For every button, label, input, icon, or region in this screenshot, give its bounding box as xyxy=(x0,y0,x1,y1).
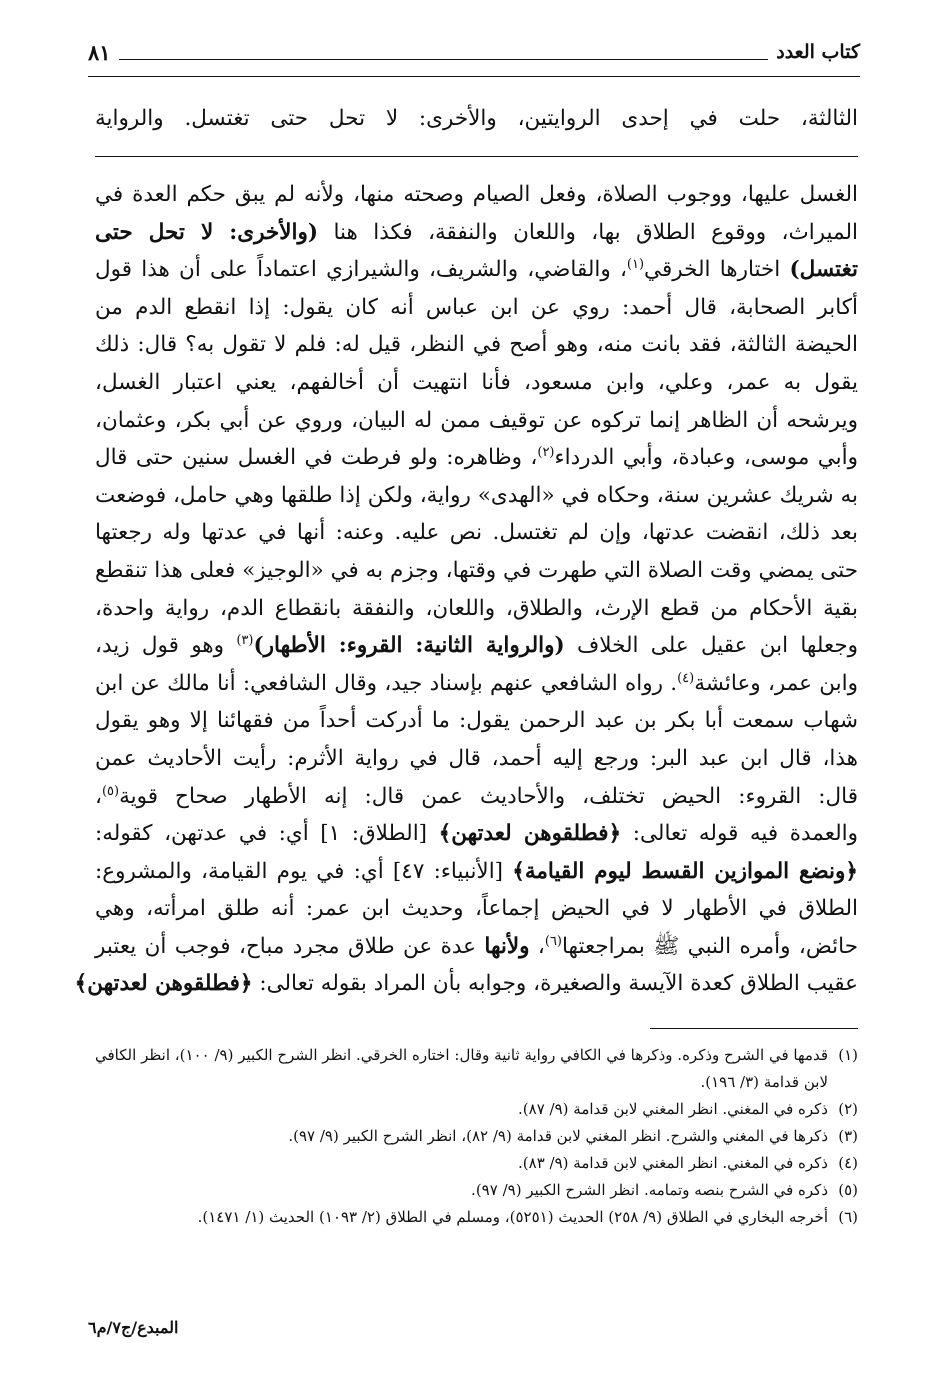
text-segment: ، xyxy=(95,783,102,809)
text-line xyxy=(95,928,858,966)
text-segment: ، وظاهره: ولو فرطت في الغسل سنين حتى قال xyxy=(95,445,538,471)
text-line xyxy=(95,214,858,252)
text-segment: ويرشحه أن الظاهر إنما تركوه عن توقيف ممن له البيان، وروي عن أبي بكر، وعثمان، xyxy=(95,407,858,433)
footnotes xyxy=(95,1042,858,1231)
text-line xyxy=(74,965,858,1003)
text-line xyxy=(95,590,858,628)
text-line xyxy=(95,402,858,440)
footnote-ref[interactable]: (١) xyxy=(626,257,645,273)
text-line xyxy=(95,740,858,778)
matn-divider xyxy=(95,156,858,157)
text-line xyxy=(95,326,858,364)
matn-text xyxy=(95,100,858,138)
footnote-item xyxy=(95,1204,858,1231)
text-segment: به شريك عشرين سنة، وحكاه في «الهدى» رواية، ولكن إذا طلقها وهي حامل، فوضعت xyxy=(95,482,858,508)
text-line xyxy=(95,100,858,138)
text-line xyxy=(95,627,858,665)
header-line xyxy=(119,45,769,60)
text-segment: . رواه الشافعي عنهم بإسناد جيد، وقال الشافعي: أنا مالك عن ابن xyxy=(95,670,678,696)
text-segment: هذا، قال ابن عبد البر: ورجع إليه أحمد، قال في رواية الأثرم: رأيت الأحاديث عمن xyxy=(95,745,858,771)
running-header xyxy=(88,36,860,68)
footnote-text: ذكرها في المغني والشرح. انظر المغني لابن قدامة (٩/ ٨٢)، انظر الشرح الكبير (٩/ ٩٧). xyxy=(288,1127,828,1145)
text-line xyxy=(95,778,858,816)
text-line xyxy=(95,552,858,590)
text-segment: اختارها الخرقي xyxy=(644,257,790,283)
text-segment: وجعلها ابن عقيل على الخلاف xyxy=(564,633,858,659)
text-segment: عدة عن طلاق مجرد مباح، فوجب أن يعتبر xyxy=(95,933,485,959)
bold-text: (والأخرى: لا تحل حتى xyxy=(95,219,319,245)
text-line xyxy=(95,477,858,515)
footnote-number: (٤) xyxy=(838,1154,858,1172)
footnote-ref[interactable]: (٣) xyxy=(236,632,254,648)
footnote-text: ذكره في الشرح بنصه وتمامه. انظر الشرح الكبير (٩/ ٩٧). xyxy=(471,1181,828,1199)
bold-text: ﴿فطلقوهن لعدتهن﴾ xyxy=(438,821,622,847)
footnote-ref[interactable]: (٤) xyxy=(677,670,695,686)
text-line xyxy=(95,815,858,853)
bold-text: ﴿ونضع الموازين القسط ليوم القيامة﴾ xyxy=(512,858,858,884)
bold-text: ولأنها xyxy=(484,933,530,959)
text-segment: بقية الأحكام من قطع الإرث، والطلاق، واللعان، والنفقة بانقطاع الدم، رواية واحدة، xyxy=(95,595,858,621)
footnote-item xyxy=(95,1042,858,1096)
footnote-number: (١) xyxy=(838,1046,858,1064)
page-signature: المبدع/ج٧/م٦ xyxy=(88,1318,179,1337)
footnote-ref[interactable]: (٦) xyxy=(544,933,562,949)
commentary-text xyxy=(74,176,858,1003)
footnote-item xyxy=(95,1123,858,1150)
text-line xyxy=(95,176,858,214)
text-segment: الطلاق في الأطهار لا في الحيض إجماعاً، وحديث ابن عمر: أنه طلق امرأته، وهي xyxy=(95,896,858,922)
text-segment: بعد ذلك، انقضت عدتها، وإن لم تغتسل. نص عليه. وعنه: أنها في عدتها وله رجعتها xyxy=(95,520,858,546)
text-segment: أكابر الصحابة، قال أحمد: روي عن ابن عباس أنه كان يقول: إذا انقطع الدم من xyxy=(95,294,858,320)
footnote-number: (٣) xyxy=(838,1127,858,1145)
bold-text: (والرواية الثانية: القروء: الأطهار) xyxy=(253,633,565,659)
text-segment: يقول به عمر، وعلي، وابن مسعود، فأنا انتهيت أن أخالفهم، يعني اعتبار الغسل، xyxy=(95,369,858,395)
text-segment: [الطلاق: ١] أي: في عدتهن، كقوله: xyxy=(95,821,439,847)
text-segment: ، xyxy=(529,933,545,959)
text-segment: [الأنبياء: ٤٧] أي: في يوم القيامة، والمشروع: xyxy=(95,858,513,884)
bold-text: ﴿فطلقوهن لعدتهن﴾ xyxy=(74,971,253,997)
text-segment: قال: القروء: الحيض تختلف، والأحاديث عمن قال: إنه الأطهار صحاح قوية xyxy=(119,783,858,809)
text-line xyxy=(95,665,858,703)
footnote-text: أخرجه البخاري في الطلاق (٩/ ٢٥٨) الحديث (٥٢٥١)، ومسلم في الطلاق (٢/ ١٠٩٣) الحديث (١/ ١٤٧١). xyxy=(197,1208,828,1226)
text-line xyxy=(95,514,858,552)
footnote-text: ذكره في المغني. انظر المغني لابن قدامة (٩/ ٨٣). xyxy=(518,1154,828,1172)
footnote-number: (٦) xyxy=(838,1208,858,1226)
text-segment: الحيضة الثالثة، فقد بانت منه، وهو أصح في النظر، قيل له: فلم لا تقول به؟ قال: ذلك xyxy=(95,332,858,358)
text-line xyxy=(95,364,858,402)
footnote-ref[interactable]: (٢) xyxy=(537,445,555,460)
text-segment: الغسل عليها، ووجوب الصلاة، وفعل الصيام وصحته منها، ولأنه لم يبق حكم العدة في xyxy=(95,182,858,207)
text-segment: الميراث، ووقوع الطلاق بها، واللعان والنفقة، فكذا هنا xyxy=(318,219,858,245)
text-segment: عقيب الطلاق كعدة الآيسة والصغيرة، وجوابه بأن المراد بقوله تعالى: xyxy=(252,971,858,997)
text-segment: والعمدة فيه قوله تعالى: xyxy=(621,821,858,847)
footnote-item xyxy=(95,1096,858,1123)
text-line xyxy=(95,853,858,891)
bold-text: تغتسل) xyxy=(789,257,858,283)
footnote-text: قدمها في الشرح وذكره. وذكرها في الكافي رواية ثانية وقال: اختاره الخرقي. انظر الشرح الكبير (٩/ ١٠٠)، انظر الكافي لابن قدامة (٣/ ١٩٦). xyxy=(95,1046,828,1091)
text-segment: شهاب سمعت أبا بكر بن عبد الرحمن يقول: ما أدركت أحداً من فقهائنا إلا وهو يقول xyxy=(95,708,858,734)
text-segment: حائض، وأمره النبي ﷺ بمراجعتها xyxy=(562,933,858,959)
footnote-number: (٢) xyxy=(838,1100,858,1118)
text-segment: وأبي موسى، وعبادة، وأبي الدرداء xyxy=(554,445,858,471)
text-line xyxy=(95,289,858,327)
text-line xyxy=(95,890,858,928)
text-line xyxy=(95,702,858,740)
text-segment: ، والقاضي، والشريف، والشيرازي اعتماداً على أن هذا قول xyxy=(95,257,627,283)
text-line xyxy=(95,251,858,289)
footnote-separator xyxy=(650,1028,858,1029)
text-line xyxy=(95,439,858,477)
footnote-text: ذكره في المغني. انظر المغني لابن قدامة (٩/ ٨٧). xyxy=(518,1100,828,1118)
text-segment: وهو قول زيد، xyxy=(95,633,237,659)
text-segment: الثالثة، حلت في إحدى الروايتين، والأخرى: لا تحل حتى تغتسل. والرواية xyxy=(95,106,858,131)
text-segment: حتى يمضي وقت الصلاة التي طهرت في وقتها، وجزم به في «الوجيز» فعلى هذا تنقطع xyxy=(94,557,858,583)
header-rule xyxy=(88,76,860,77)
footnote-number: (٥) xyxy=(838,1181,858,1199)
footnote-item xyxy=(95,1177,858,1204)
footnote-item xyxy=(95,1150,858,1177)
chapter-title: كتاب العدد xyxy=(776,41,860,63)
page-number: ٨١ xyxy=(88,39,111,65)
text-segment: وابن عمر، وعائشة xyxy=(694,670,858,696)
footnote-ref[interactable]: (٥) xyxy=(101,783,120,799)
